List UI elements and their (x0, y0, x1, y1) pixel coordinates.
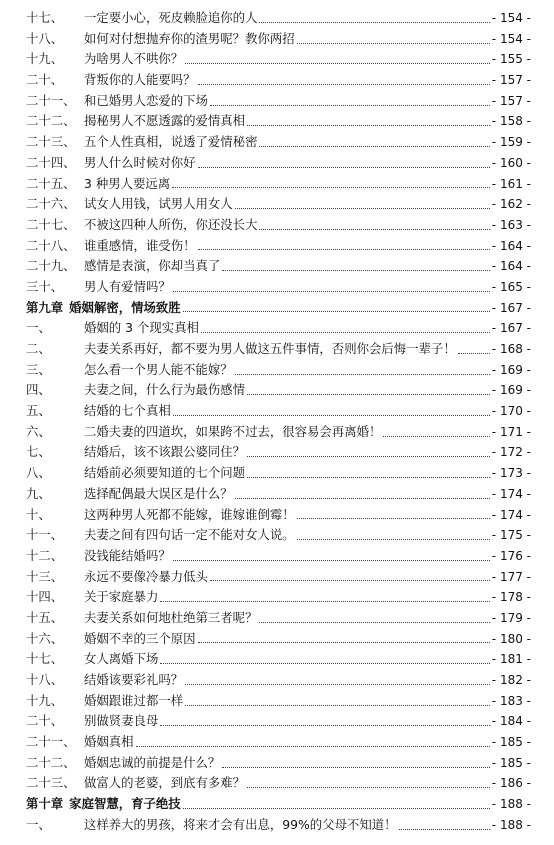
toc-entry-number: 七、 (26, 444, 51, 460)
dot-leader (259, 622, 489, 623)
toc-entry-page-number: - 180 - (491, 631, 531, 646)
toc-entry[interactable] (26, 629, 531, 650)
toc-entry-number: 十、 (26, 506, 51, 522)
toc-entry[interactable] (26, 442, 531, 463)
dot-leader (198, 167, 490, 168)
dot-leader (173, 560, 490, 561)
dot-leader (198, 249, 490, 250)
dot-leader (185, 63, 490, 64)
toc-entry-page-number: - 171 - (491, 424, 531, 439)
toc-entry-number: 二十三、 (26, 775, 76, 791)
toc-entry-page-number: - 186 - (491, 776, 531, 791)
toc-entry[interactable] (26, 691, 531, 712)
toc-entry-number: 二十、 (26, 72, 64, 88)
dot-leader (458, 353, 490, 354)
toc-entry-page-number: - 179 - (491, 610, 531, 625)
toc-entry-number: 十一、 (26, 527, 64, 543)
toc-entry-page-number: - 183 - (491, 693, 531, 708)
toc-entry-number: 二十、 (26, 713, 64, 729)
toc-entry-title: 婚姻解密，情场致胜 (69, 299, 181, 315)
toc-entry-page-number: - 175 - (491, 528, 531, 543)
toc-entry-page-number: - 185 - (491, 735, 531, 750)
toc-entry-number: 三十、 (26, 278, 64, 294)
toc-entry-page-number: - 155 - (491, 52, 531, 67)
dot-leader (210, 105, 490, 106)
toc-entry-number: 九、 (26, 485, 51, 501)
toc-entry[interactable] (26, 608, 531, 629)
dot-leader (183, 808, 490, 809)
toc-entry-number: 二十一、 (26, 92, 76, 108)
toc-entry-title: 五个人性真相，说透了爱情秘密 (84, 134, 258, 150)
toc-entry-page-number: - 168 - (491, 342, 531, 356)
dot-leader (136, 746, 490, 747)
toc-entry-title: 婚姻跟谁过都一样 (84, 692, 184, 708)
toc-entry-title: 揭秘男人不愿透露的爱情真相 (84, 113, 246, 129)
toc-entry-title: 背叛你的人能要吗？ (84, 72, 196, 88)
toc-entry-title: 夫妻之间有四句话一定不能对女人说。 (84, 527, 295, 543)
toc-entry-number: 十五、 (26, 609, 64, 625)
toc-entry-title: 女人离婚下场 (84, 651, 159, 667)
dot-leader (297, 43, 490, 44)
toc-entry-title: 做富人的老婆，到底有多难？ (84, 775, 246, 791)
toc-entry-title: 二婚夫妻的四道坎，如果跨不过去，很容易会再离婚！ (84, 423, 382, 439)
toc-entry-title: 婚姻忠诚的前提是什么？ (84, 754, 221, 770)
dot-leader (172, 187, 490, 188)
toc-entry[interactable] (26, 49, 531, 70)
toc-entry[interactable] (26, 525, 531, 546)
toc-chapter-heading[interactable] (26, 794, 531, 815)
toc-entry-number: 二十二、 (26, 113, 76, 129)
toc-entry-number: 一、 (26, 816, 51, 832)
toc-entry-title: 结婚前必须要知道的七个问题 (84, 465, 246, 481)
dot-leader (259, 229, 489, 230)
dot-leader (201, 332, 490, 333)
toc-entry[interactable] (26, 711, 531, 732)
toc-entry-number: 二十四、 (26, 154, 76, 170)
toc-entry[interactable] (26, 215, 531, 236)
toc-entry-page-number: - 154 - (491, 31, 531, 46)
dot-leader (383, 436, 489, 437)
toc-entry[interactable] (26, 111, 531, 132)
toc-entry-title: 一定要小心，死皮赖脸追你的人 (84, 10, 258, 25)
toc-entry[interactable] (26, 8, 531, 29)
toc-entry-title: 怎么看一个男人能不能嫁？ (84, 361, 233, 377)
toc-entry-title: 婚姻不幸的三个原因 (84, 630, 196, 646)
toc-entry-page-number: - 162 - (491, 197, 531, 212)
toc-entry[interactable] (26, 422, 531, 443)
toc-entry-title: 不被这四种人所伤，你还没长大 (84, 216, 258, 232)
toc-entry-page-number: - 170 - (491, 404, 531, 419)
toc-entry-number: 十四、 (26, 589, 64, 605)
dot-leader (173, 291, 490, 292)
toc-entry-page-number: - 174 - (491, 486, 531, 501)
toc-entry-title: 这两种男人死都不能嫁，谁嫁谁倒霉！ (84, 506, 295, 522)
toc-entry[interactable] (26, 380, 531, 401)
toc-entry[interactable] (26, 567, 531, 588)
toc-entry[interactable] (26, 546, 531, 567)
toc-entry[interactable] (26, 587, 531, 608)
toc-entry-page-number: - 164 - (491, 238, 531, 253)
dot-leader (198, 642, 490, 643)
toc-entry-title: 这样养大的男孩，将来才会有出息，99%的父母不知道！ (84, 816, 397, 832)
dot-leader (185, 705, 490, 706)
toc-entry[interactable] (26, 194, 531, 215)
toc-entry-number: 二十三、 (26, 134, 76, 150)
toc-entry[interactable] (26, 339, 531, 360)
toc-entry[interactable] (26, 132, 531, 153)
toc-entry-number: 二十五、 (26, 175, 76, 191)
dot-leader (297, 518, 490, 519)
dot-leader (160, 601, 489, 602)
toc-entry-title: 婚姻真相 (84, 734, 134, 750)
dot-leader (247, 394, 490, 395)
toc-entry[interactable] (26, 91, 531, 112)
toc-entry-number: 十八、 (26, 30, 64, 46)
toc-entry-number: 十七、 (26, 651, 64, 667)
table-of-contents (26, 8, 531, 836)
toc-entry-title: 关于家庭暴力 (84, 589, 159, 605)
toc-entry[interactable] (26, 732, 531, 753)
dot-leader (235, 498, 490, 499)
dot-leader (210, 580, 490, 581)
toc-entry-page-number: - 188 - (491, 797, 531, 812)
toc-entry-title: 男人什么时候对你好 (84, 154, 196, 170)
toc-entry-page-number: - 185 - (491, 755, 531, 770)
toc-entry-number: 二十七、 (26, 216, 76, 232)
toc-entry[interactable] (26, 277, 531, 298)
toc-entry-page-number: - 181 - (491, 652, 531, 667)
dot-leader (259, 146, 489, 147)
toc-entry-title: 结婚后，该不该跟公婆同住？ (84, 444, 246, 460)
toc-entry[interactable] (26, 670, 531, 691)
toc-entry-title: 夫妻之间，什么行为最伤感情 (84, 382, 246, 398)
toc-entry-title: 为啥男人不哄你？ (84, 51, 184, 67)
dot-leader (198, 84, 490, 85)
toc-entry-number: 三、 (26, 361, 51, 377)
toc-entry-page-number: - 161 - (491, 176, 531, 191)
dot-leader (235, 208, 490, 209)
dot-leader (160, 725, 489, 726)
toc-entry-page-number: - 167 - (491, 321, 531, 336)
dot-leader (235, 374, 490, 375)
toc-entry-number: 六、 (26, 423, 51, 439)
toc-entry-page-number: - 154 - (491, 11, 531, 25)
toc-entry-page-number: - 177 - (491, 569, 531, 584)
toc-entry[interactable] (26, 174, 531, 195)
toc-entry-title: 夫妻关系如何地杜绝第三者呢？ (84, 609, 258, 625)
toc-entry-page-number: - 167 - (491, 300, 531, 315)
toc-entry-page-number: - 172 - (491, 445, 531, 460)
toc-entry-number: 四、 (26, 382, 51, 398)
dot-leader (160, 663, 489, 664)
toc-entry-title: 家庭智慧，育子绝技 (69, 796, 181, 812)
dot-leader (222, 767, 490, 768)
toc-entry-number: 二十六、 (26, 196, 76, 212)
dot-leader (247, 477, 490, 478)
toc-entry[interactable] (26, 649, 531, 670)
toc-entry-title: 感情是表演，你却当真了 (84, 258, 221, 274)
toc-entry-title: 结婚的七个真相 (84, 403, 171, 419)
toc-entry-page-number: - 160 - (491, 155, 531, 170)
toc-entry[interactable] (26, 463, 531, 484)
toc-entry-title: 试女人用钱，试男人用女人 (84, 196, 233, 212)
toc-entry-number: 二十一、 (26, 734, 76, 750)
toc-entry-page-number: - 164 - (491, 259, 531, 274)
toc-entry-page-number: - 182 - (491, 673, 531, 687)
toc-entry-page-number: - 165 - (491, 279, 531, 294)
dot-leader (259, 22, 489, 23)
dot-leader (399, 829, 490, 830)
toc-entry-number: 十八、 (26, 672, 64, 687)
toc-entry-title: 永远不要像冷暴力低头 (84, 568, 208, 584)
toc-entry-page-number: - 188 - (491, 817, 531, 832)
toc-entry-title: 和已婚男人恋爱的下场 (84, 92, 208, 108)
toc-entry-number: 第十章 (26, 796, 64, 812)
toc-entry-page-number: - 157 - (491, 93, 531, 108)
toc-entry-number: 二、 (26, 341, 51, 356)
toc-entry-number: 十六、 (26, 630, 64, 646)
toc-entry-number: 十七、 (26, 10, 64, 25)
toc-entry-title: 3 种男人要远离 (84, 175, 171, 191)
dot-leader (247, 125, 490, 126)
toc-entry-title: 没钱能结婚吗？ (84, 547, 171, 563)
toc-entry[interactable] (26, 29, 531, 50)
dot-leader (247, 787, 490, 788)
toc-entry-number: 八、 (26, 465, 51, 481)
toc-entry[interactable] (26, 318, 531, 339)
toc-entry-page-number: - 157 - (491, 73, 531, 88)
toc-entry-title: 别做贤妻良母 (84, 713, 159, 729)
toc-entry[interactable] (26, 360, 531, 381)
toc-entry-page-number: - 184 - (491, 714, 531, 729)
toc-entry-page-number: - 174 - (491, 507, 531, 522)
toc-entry[interactable] (26, 236, 531, 257)
toc-entry-title: 如何对付想抛弃你的渣男呢？教你两招 (84, 30, 295, 46)
toc-entry-number: 十九、 (26, 51, 64, 67)
toc-entry-title: 婚姻的 3 个现实真相 (84, 320, 199, 336)
toc-entry-title: 谁重感情，谁受伤！ (84, 237, 196, 253)
toc-entry-page-number: - 169 - (491, 362, 531, 377)
dot-leader (222, 270, 490, 271)
toc-entry[interactable] (26, 70, 531, 91)
toc-entry-page-number: - 158 - (491, 114, 531, 129)
dot-leader (297, 539, 490, 540)
toc-entry[interactable] (26, 815, 531, 836)
toc-entry-number: 十三、 (26, 568, 64, 584)
toc-entry-page-number: - 178 - (491, 590, 531, 605)
dot-leader (183, 311, 490, 312)
dot-leader (173, 415, 490, 416)
toc-entry[interactable] (26, 773, 531, 794)
toc-entry[interactable] (26, 753, 531, 774)
toc-entry-number: 十二、 (26, 547, 64, 563)
toc-chapter-heading[interactable] (26, 298, 531, 319)
toc-entry-title: 选择配偶最大误区是什么？ (84, 485, 233, 501)
toc-entry[interactable] (26, 484, 531, 505)
toc-entry-page-number: - 163 - (491, 217, 531, 232)
toc-entry-number: 二十九、 (26, 258, 76, 274)
toc-entry-page-number: - 169 - (491, 383, 531, 398)
toc-entry-number: 十九、 (26, 692, 64, 708)
toc-entry-number: 第九章 (26, 299, 64, 315)
toc-entry-page-number: - 159 - (491, 135, 531, 150)
toc-entry-number: 五、 (26, 403, 51, 419)
toc-entry[interactable] (26, 153, 531, 174)
toc-entry-page-number: - 176 - (491, 548, 531, 563)
dot-leader (247, 456, 490, 457)
toc-entry-number: 一、 (26, 320, 51, 336)
toc-entry-number: 二十二、 (26, 754, 76, 770)
toc-entry[interactable] (26, 505, 531, 526)
toc-entry[interactable] (26, 256, 531, 277)
toc-entry-number: 二十八、 (26, 237, 76, 253)
toc-entry-title: 结婚该要彩礼吗？ (84, 672, 184, 687)
toc-entry-page-number: - 173 - (491, 466, 531, 481)
toc-entry[interactable] (26, 401, 531, 422)
dot-leader (185, 684, 490, 685)
toc-entry-title: 男人有爱情吗？ (84, 278, 171, 294)
toc-entry-title: 夫妻关系再好，都不要为男人做这五件事情，否则你会后悔一辈子！ (84, 341, 456, 356)
